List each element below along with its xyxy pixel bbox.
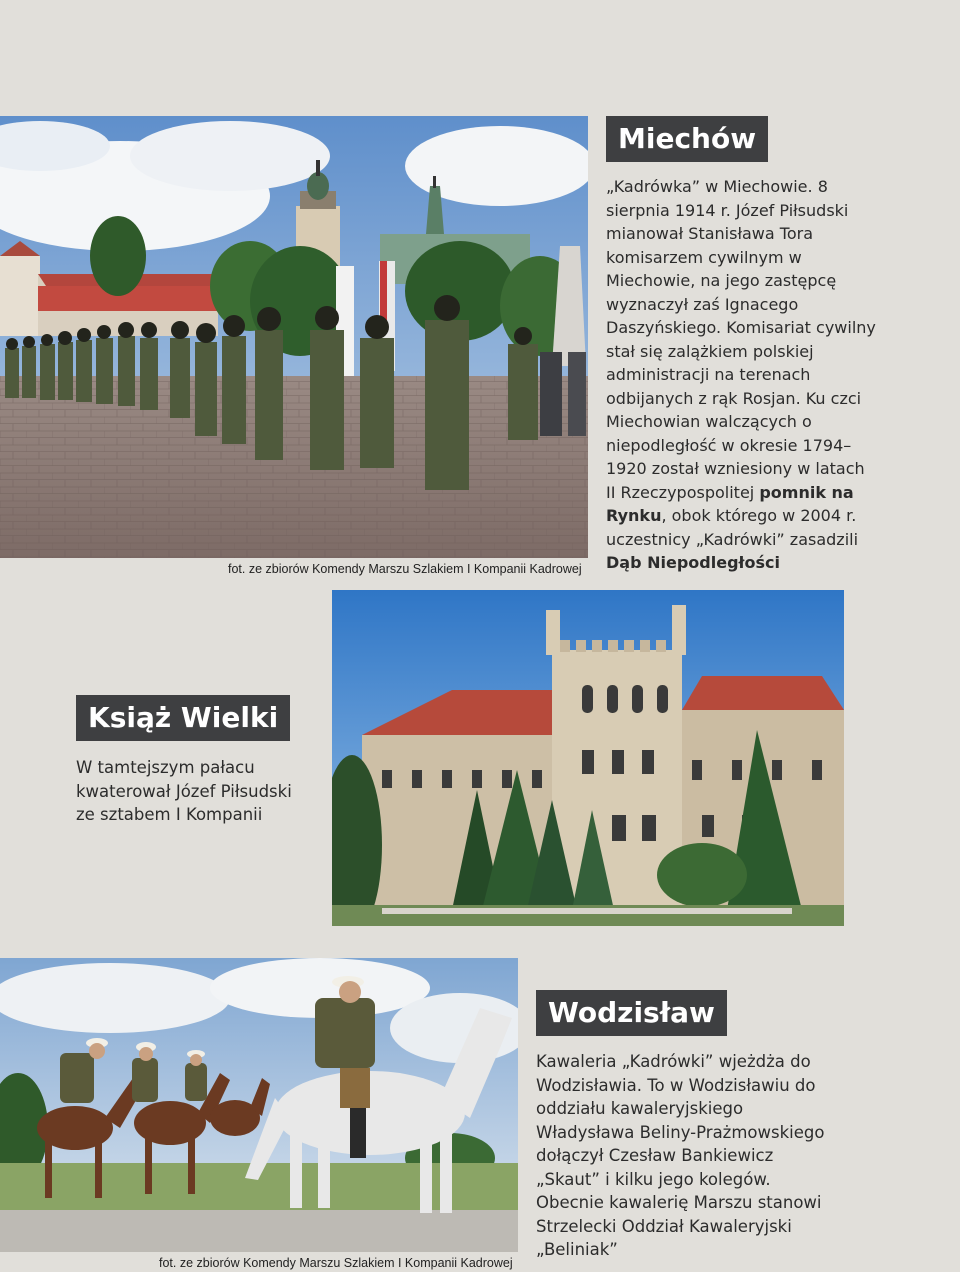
photo-ksiaz-palace [332,590,844,926]
miechow-text-part-1: „Kadrówka” w Miechowie. 8 sierpnia 1914 r. Józef Piłsudski mianował Stanisława Tora komisarzem cywilnym w Miechowie, na jego zastępcę wyznaczył zaś Ignacego Daszyńskiego. Komisariat cywilny stał się zalążkiem polskiej administracji na terenach odbijanych z rąk Rosjan. Ku czci Miechowian walczących o niepodległość w okresie 1794–1920 został wzniesiony w latach II Rzeczypospolitej [606,177,876,502]
photo-caption-wodzislaw: fot. ze zbiorów Komendy Marszu Szlakiem I Kompanii Kadrowej [159,1256,513,1270]
section-text-ksiaz: W tamtejszym pałacu kwaterował Józef Piłsudski ze sztabem I Kompanii [76,758,292,824]
miechow-text-part-2: , obok którego w 2004 r. uczestnicy „Kadrówki” zasadzili [606,506,859,549]
photo-miechow-soldiers [0,116,588,558]
miechow-bold-oak: Dąb Niepodległości [606,553,780,572]
section-title-wodzislaw: Wodzisław [536,990,727,1036]
section-text-miechow [606,175,876,575]
section-text-wodzislaw: Kawaleria „Kadrówki” wjeżdża do Wodzisławia. To w Wodzisławiu do oddziału kawaleryjskiego Władysława Beliny-Prażmowskiego dołączył Czesław Bankiewicz „Skaut” i kilku jego kolegów. Obecnie kawalerię Marszu stanowi Strzelecki Oddział Kawaleryjski „Beliniak” [536,1052,825,1259]
photo-wodzislaw-cavalry [0,958,518,1252]
photo-caption-miechow: fot. ze zbiorów Komendy Marszu Szlakiem I Kompanii Kadrowej [228,562,582,576]
miechow-bold-monument: pomnik na Rynku [606,482,854,525]
section-title-ksiaz: Książ Wielki [76,695,290,741]
section-title-miechow: Miechów [606,116,768,162]
